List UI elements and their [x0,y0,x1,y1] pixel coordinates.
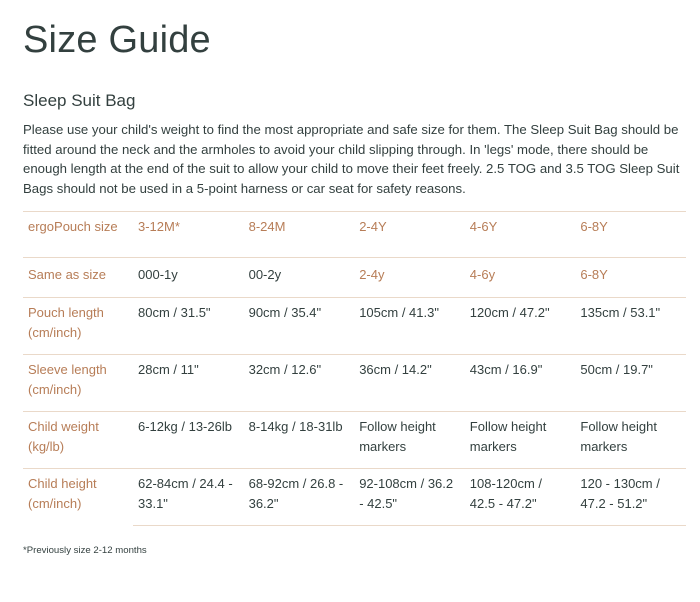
table-cell: Follow height markers [465,412,576,469]
table-cell: 50cm / 19.7" [575,355,686,412]
row-label-sleeve-length: Sleeve length (cm/inch) [23,355,133,412]
table-cell: 80cm / 31.5" [133,298,244,355]
table-cell: 105cm / 41.3" [354,298,465,355]
row-label-child-weight: Child weight (kg/lb) [23,412,133,469]
table-cell: 36cm / 14.2" [354,355,465,412]
table-cell: 28cm / 11" [133,355,244,412]
table-cell: 108-120cm / 42.5 - 47.2" [465,469,576,526]
row-label-same-as-size: Same as size [23,258,133,298]
table-cell: 135cm / 53.1" [575,298,686,355]
table-cell: 2-4y [354,258,465,298]
table-cell: Follow height markers [575,412,686,469]
table-cell: 4-6y [465,258,576,298]
row-label-child-height: Child height (cm/inch) [23,469,133,526]
size-heading-4-6y: 4-6Y [465,212,576,258]
intro-paragraph: Please use your child's weight to find the most appropriate and safe size for them. The Sleep Suit Bag should be fitted around the neck and the armholes to avoid your child slipping through. In 'legs' mode, there should be enough length at the end of the suit to allow your child to move their feet freely. 2.5 TOG and 3.5 TOG Sleep Suit Bags should not be used in a 5-point harness or car seat for safety reasons. [23,122,680,196]
table-row-pouch-length [23,298,686,355]
table-cell: 43cm / 16.9" [465,355,576,412]
table-cell: 120 - 130cm / 47.2 - 51.2" [575,469,686,526]
row-label-ergopouch-size: ergoPouch size [23,212,133,258]
section-title: Sleep Suit Bag [23,91,136,110]
size-heading-8-24m: 8-24M [244,212,355,258]
table-row-child-weight [23,412,686,469]
footnote: *Previously size 2-12 months [23,545,147,556]
size-heading-6-8y: 6-8Y [575,212,686,258]
size-heading-3-12m: 3-12M* [133,212,244,258]
table-cell: 68-92cm / 26.8 - 36.2" [244,469,355,526]
table-cell: 00-2y [244,258,355,298]
table-cell: Follow height markers [354,412,465,469]
table-cell: 90cm / 35.4" [244,298,355,355]
size-table [23,211,686,526]
table-cell: 8-14kg / 18-31lb [244,412,355,469]
size-heading-2-4y: 2-4Y [354,212,465,258]
table-cell: 62-84cm / 24.4 - 33.1" [133,469,244,526]
table-cell: 6-12kg / 13-26lb [133,412,244,469]
table-cell: 120cm / 47.2" [465,298,576,355]
page-title: Size Guide [23,19,211,61]
table-cell: 000-1y [133,258,244,298]
table-cell: 6-8Y [575,258,686,298]
table-row-child-height [23,469,686,526]
table-row-same-as-size [23,258,686,298]
table-cell: 92-108cm / 36.2 - 42.5" [354,469,465,526]
row-label-pouch-length: Pouch length (cm/inch) [23,298,133,355]
table-cell: 32cm / 12.6" [244,355,355,412]
table-row-ergopouch-size [23,212,686,258]
table-row-sleeve-length [23,355,686,412]
